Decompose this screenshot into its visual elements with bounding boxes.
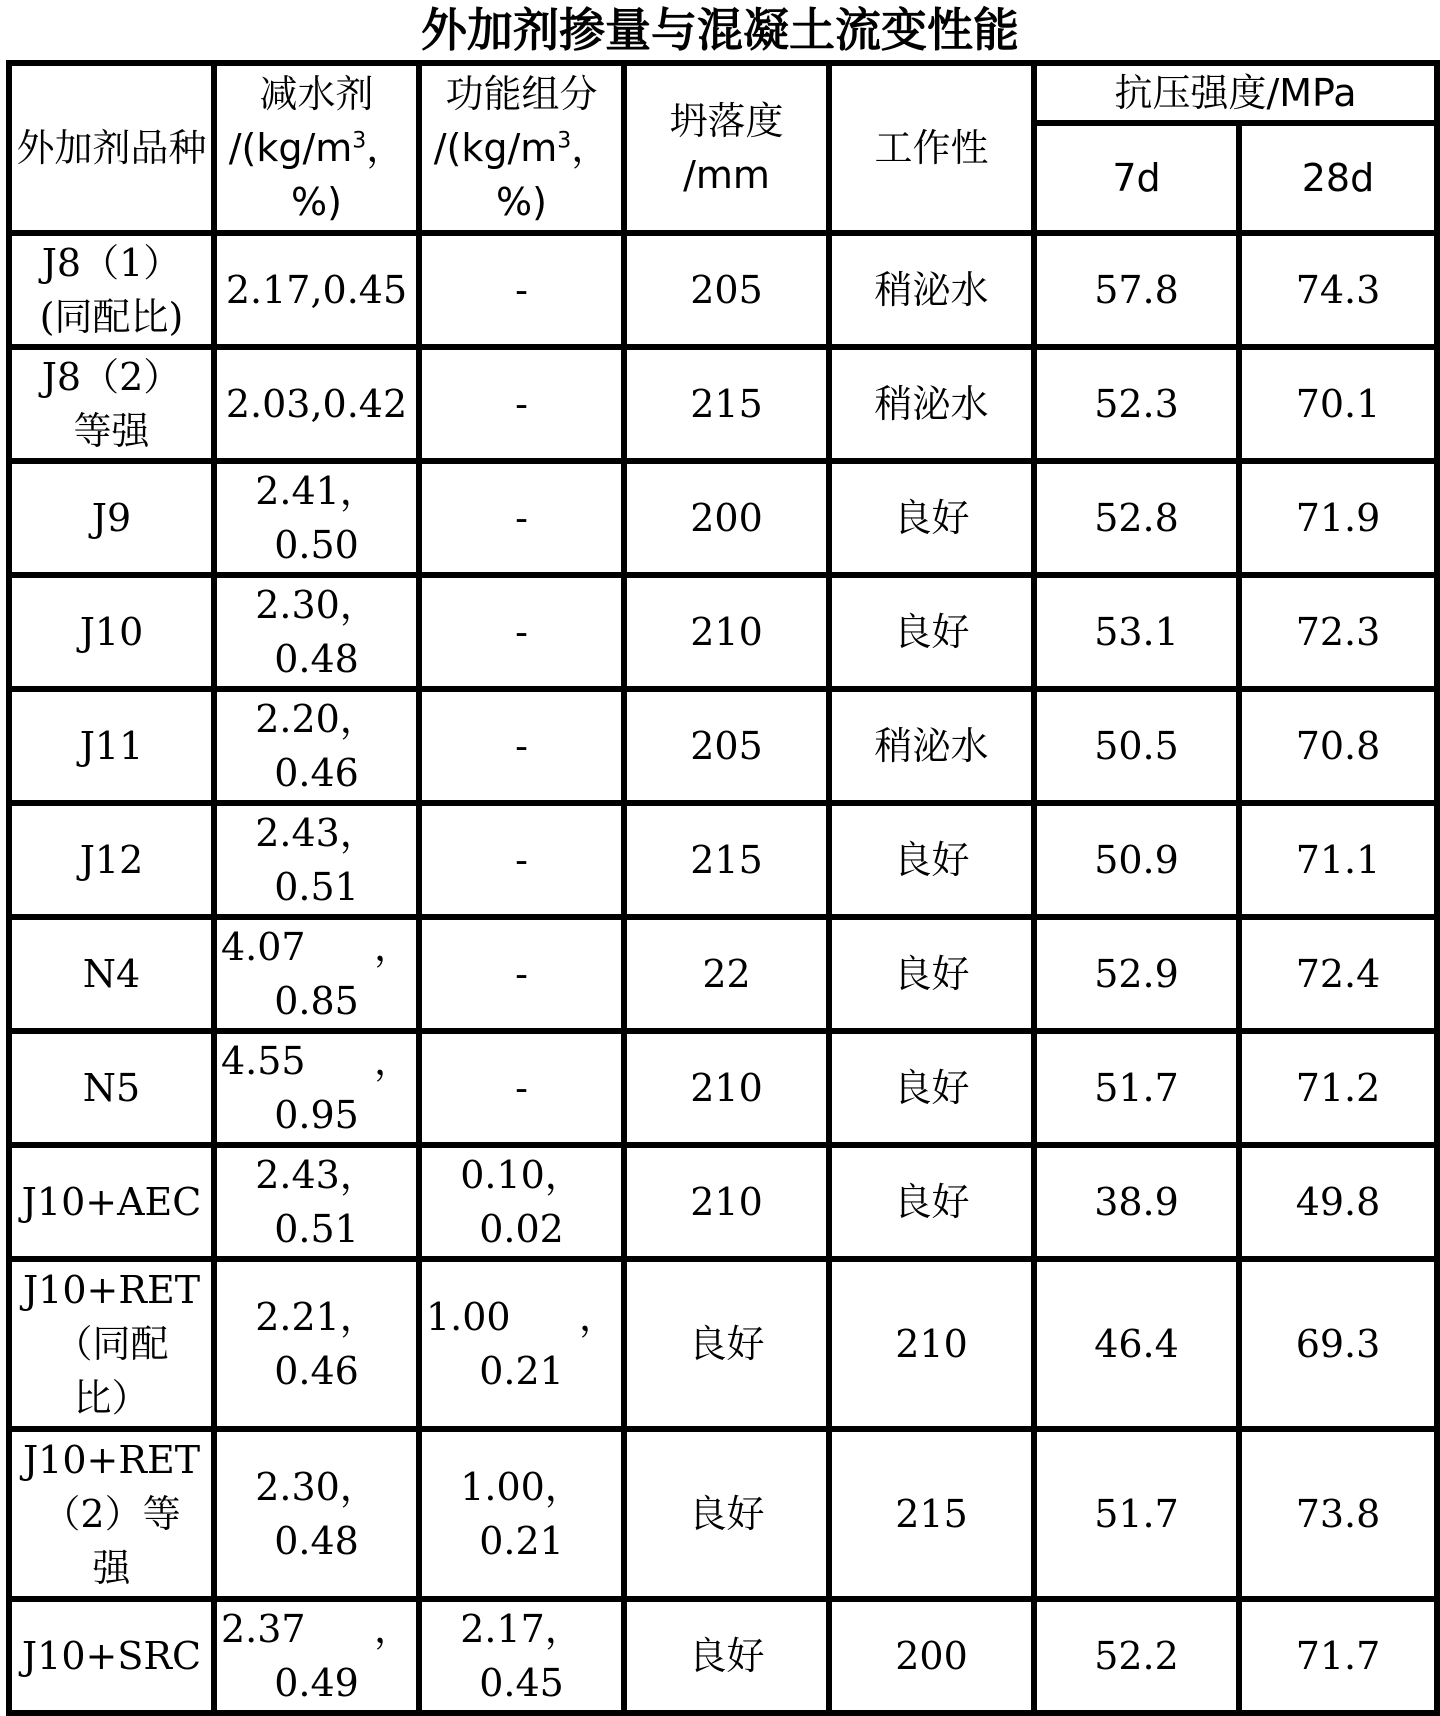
cell-reducer-value-a: 2.37: [221, 1607, 306, 1651]
cell-slump: 良好: [624, 1429, 829, 1599]
cell-reducer: 2.21， 0.46: [214, 1259, 419, 1429]
cell-workability: 200: [829, 1599, 1034, 1713]
cell-slump: 215: [624, 803, 829, 917]
cell-reducer: 2.43， 0.51: [214, 1145, 419, 1259]
header-row: [9, 63, 1437, 123]
header-28d: 28d: [1239, 123, 1437, 233]
header-functional-unit: /(kg/m: [433, 126, 558, 170]
cell-functional: -: [419, 689, 624, 803]
cell-28d: 72.4: [1239, 917, 1437, 1031]
cell-7d: 52.2: [1034, 1599, 1239, 1713]
cell-reducer-value-b: 0.85: [274, 979, 359, 1023]
cell-workability: 稍泌水: [829, 347, 1034, 461]
table-row: [9, 1031, 1437, 1145]
cell-functional: -: [419, 347, 624, 461]
cell-reducer-value-b: 0.95: [274, 1093, 359, 1137]
table-row: [9, 575, 1437, 689]
cell-functional: -: [419, 803, 624, 917]
header-reducer: [214, 63, 419, 233]
cell-7d: 52.3: [1034, 347, 1239, 461]
table-row: [9, 1429, 1437, 1599]
cell-reducer: 2.30， 0.48: [214, 1429, 419, 1599]
cell-7d: 53.1: [1034, 575, 1239, 689]
cell-variety: J10+RET （2）等 强: [9, 1429, 214, 1599]
header-functional-line3: %): [496, 180, 547, 224]
cell-variety: J8（2） 等强: [9, 347, 214, 461]
cell-7d: 57.8: [1034, 233, 1239, 347]
table-row: [9, 1259, 1437, 1429]
header-slump-line2: /mm: [683, 153, 770, 197]
cell-workability: 210: [829, 1259, 1034, 1429]
table-row: [9, 347, 1437, 461]
cell-functional-value-a: 1.00: [426, 1295, 511, 1339]
cell-reducer: 2.17,0.45: [214, 233, 419, 347]
table-row: [9, 1599, 1437, 1713]
cell-workability: 良好: [829, 461, 1034, 575]
cell-variety: N5: [9, 1031, 214, 1145]
cell-reducer: 2.43， 0.51: [214, 803, 419, 917]
cell-28d: 72.3: [1239, 575, 1437, 689]
cell-functional: [419, 1259, 624, 1429]
cell-slump: 22: [624, 917, 829, 1031]
header-7d: 7d: [1034, 123, 1239, 233]
header-reducer-line3: %): [291, 180, 342, 224]
cell-functional: -: [419, 233, 624, 347]
cell-workability: 良好: [829, 575, 1034, 689]
cell-variety: J9: [9, 461, 214, 575]
header-workability: 工作性: [829, 63, 1034, 233]
header-slump: [624, 63, 829, 233]
cell-functional: -: [419, 1031, 624, 1145]
cell-reducer-value-b: 0.49: [274, 1661, 359, 1705]
cell-28d: 71.2: [1239, 1031, 1437, 1145]
cell-variety: J11: [9, 689, 214, 803]
header-slump-line1: 坍落度: [669, 99, 784, 143]
cell-slump: 205: [624, 689, 829, 803]
cell-7d: 51.7: [1034, 1031, 1239, 1145]
cell-7d: 38.9: [1034, 1145, 1239, 1259]
cell-slump: 210: [624, 1145, 829, 1259]
table-row: [9, 803, 1437, 917]
cell-slump: 205: [624, 233, 829, 347]
cell-28d: 71.9: [1239, 461, 1437, 575]
table-row: [9, 233, 1437, 347]
cell-slump: 200: [624, 461, 829, 575]
cell-slump: 210: [624, 575, 829, 689]
data-table: [6, 60, 1440, 1716]
cell-functional: -: [419, 917, 624, 1031]
cell-reducer-comma: ，: [373, 1039, 412, 1083]
cell-workability: 良好: [829, 1145, 1034, 1259]
cell-7d: 52.9: [1034, 917, 1239, 1031]
header-strength: 抗压强度/MPa: [1034, 63, 1437, 123]
cell-functional: -: [419, 575, 624, 689]
cell-28d: 71.7: [1239, 1599, 1437, 1713]
cell-variety: J10: [9, 575, 214, 689]
cell-28d: 70.8: [1239, 689, 1437, 803]
header-functional-line1: 功能组分: [445, 72, 598, 116]
cell-reducer-value-a: 4.55: [221, 1039, 306, 1083]
cell-reducer-comma: ，: [373, 1607, 412, 1651]
cell-reducer: [214, 1599, 419, 1713]
header-functional-line2: [426, 121, 617, 175]
header-reducer-line1: 减水剂: [259, 72, 374, 116]
header-reducer-line2: [221, 121, 412, 175]
cell-slump: 良好: [624, 1259, 829, 1429]
cell-functional: -: [419, 461, 624, 575]
cell-7d: 50.5: [1034, 689, 1239, 803]
cell-reducer: 2.20， 0.46: [214, 689, 419, 803]
cell-variety: J10+RET （同配 比）: [9, 1259, 214, 1429]
table-row: [9, 917, 1437, 1031]
cell-28d: 49.8: [1239, 1145, 1437, 1259]
header-variety: 外加剂品种: [9, 63, 214, 233]
cell-28d: 73.8: [1239, 1429, 1437, 1599]
header-reducer-sup: 3: [352, 128, 367, 154]
table-row: [9, 1145, 1437, 1259]
cell-slump: 210: [624, 1031, 829, 1145]
cell-functional-value-b: 0.21: [479, 1349, 564, 1393]
header-reducer-unit: /(kg/m: [228, 126, 353, 170]
cell-workability: 稍泌水: [829, 689, 1034, 803]
page-title: 外加剂掺量与混凝土流变性能: [421, 3, 1019, 57]
cell-functional: 1.00， 0.21: [419, 1429, 624, 1599]
cell-reducer: [214, 917, 419, 1031]
header-functional-comma: ，: [571, 126, 610, 170]
cell-7d: 50.9: [1034, 803, 1239, 917]
cell-workability: 215: [829, 1429, 1034, 1599]
cell-workability: 良好: [829, 803, 1034, 917]
cell-28d: 74.3: [1239, 233, 1437, 347]
cell-slump: 215: [624, 347, 829, 461]
cell-28d: 69.3: [1239, 1259, 1437, 1429]
header-functional-sup: 3: [557, 128, 572, 154]
cell-workability: 良好: [829, 1031, 1034, 1145]
cell-reducer: 2.30， 0.48: [214, 575, 419, 689]
cell-28d: 70.1: [1239, 347, 1437, 461]
cell-variety: J10+SRC: [9, 1599, 214, 1713]
cell-slump: 良好: [624, 1599, 829, 1713]
cell-reducer-value-a: 4.07: [221, 925, 306, 969]
cell-7d: 46.4: [1034, 1259, 1239, 1429]
cell-variety: J8（1） (同配比): [9, 233, 214, 347]
cell-workability: 良好: [829, 917, 1034, 1031]
cell-reducer-comma: ，: [373, 925, 412, 969]
cell-7d: 52.8: [1034, 461, 1239, 575]
cell-reducer: 2.03,0.42: [214, 347, 419, 461]
cell-7d: 51.7: [1034, 1429, 1239, 1599]
cell-functional: 2.17， 0.45: [419, 1599, 624, 1713]
header-reducer-comma: ，: [366, 126, 405, 170]
cell-reducer: 2.41， 0.50: [214, 461, 419, 575]
cell-variety: N4: [9, 917, 214, 1031]
cell-workability: 稍泌水: [829, 233, 1034, 347]
table-row: [9, 461, 1437, 575]
header-functional: [419, 63, 624, 233]
cell-variety: J10+AEC: [9, 1145, 214, 1259]
cell-28d: 71.1: [1239, 803, 1437, 917]
cell-functional: 0.10， 0.02: [419, 1145, 624, 1259]
table-row: [9, 689, 1437, 803]
cell-functional-comma: ，: [578, 1295, 617, 1339]
cell-reducer: [214, 1031, 419, 1145]
cell-variety: J12: [9, 803, 214, 917]
